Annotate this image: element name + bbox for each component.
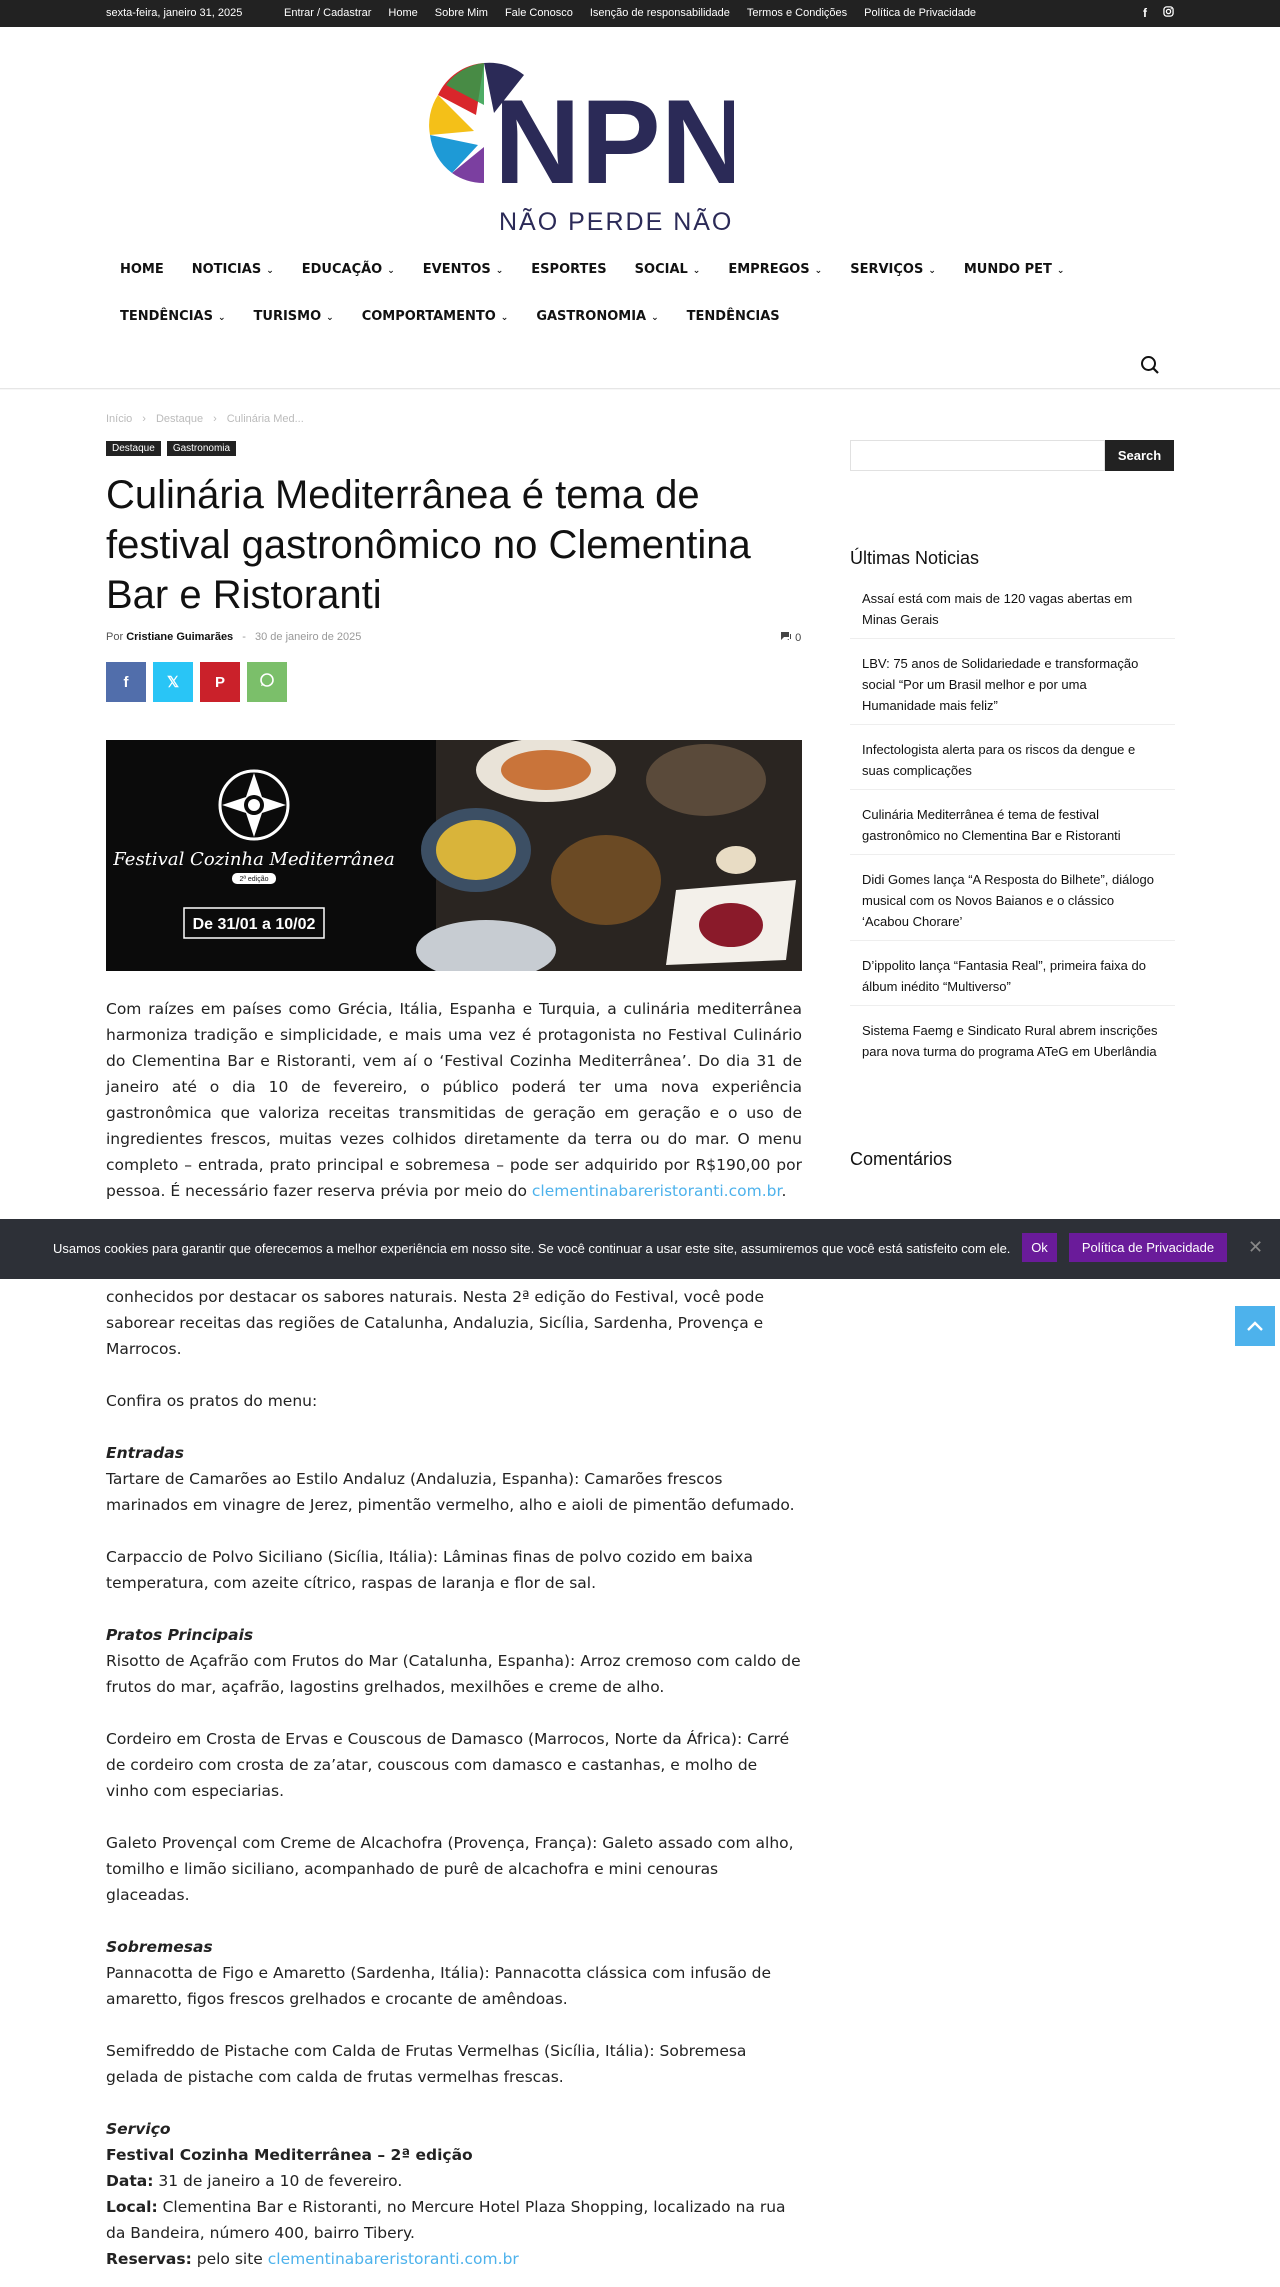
publish-date: 30 de janeiro de 2025 [254,631,362,643]
article-hero-image [106,740,802,971]
reservation-site-link[interactable]: clementinabareristoranti.com.br [267,2250,519,2268]
menu-item: Cordeiro em Crosta de Ervas e Couscous de Damasco (Marrocos, Norte da África): Carré de cordeiro com crosta de za’atar, couscous com damasco e castanhas, e molho de vinho com especiarias. [106,1730,790,1800]
nav-comportamento[interactable]: COMPORTAMENTO ⌄ [361,309,509,324]
main-nav-row-1 [106,260,1078,280]
top-links [284,7,976,19]
comments-widget-title: Comentários [850,1149,953,1169]
nav-empregos[interactable]: EMPREGOS ⌄ [728,262,823,277]
chevron-down-icon: ⌄ [692,266,701,276]
service-location: Local: Clementina Bar e Ristoranti, no Mercure Hotel Plaza Shopping, localizado na rua da Bandeira, número 400, bairro Tibery. [106,2198,786,2242]
hero-festival-name: Festival Cozinha Mediterrânea [113,849,395,870]
nav-home[interactable]: HOME [120,262,164,277]
logo-tagline: NÃO PERDE NÃO [499,208,734,236]
top-link-about[interactable]: Sobre Mim [434,7,488,19]
breadcrumb-current: Culinária Med... [226,413,304,425]
breadcrumb [106,413,304,425]
menu-item: Risotto de Açafrão com Frutos do Mar (Catalunha, Espanha): Arroz cremoso com caldo de frutos do mar, açafrão, lagostins grelhados, mexilhões e creme de alho. [106,1652,801,1696]
share-buttons [106,662,287,702]
nav-servicos[interactable]: SERVIÇOS ⌄ [850,262,936,277]
top-link-terms[interactable]: Termos e Condições [746,7,848,19]
latest-news-title: Últimas Noticias [850,548,980,568]
instagram-icon[interactable] [1163,6,1174,20]
cookie-banner [0,1219,1280,1279]
scroll-to-top-button[interactable] [1235,1306,1275,1346]
chevron-down-icon: ⌄ [651,313,659,323]
chevron-down-icon: ⌄ [387,266,395,276]
comments-count[interactable]: 0 [780,631,801,644]
article-body [106,1284,802,2272]
chevron-up-icon [1246,1320,1264,1332]
category-tags [106,441,236,456]
current-date: sexta-feira, janeiro 31, 2025 [106,7,243,19]
nav-esportes[interactable]: ESPORTES [531,262,607,277]
menu-item: Carpaccio de Polvo Siciliano (Sicília, Itália): Lâminas finas de polvo cozido em baixa temperatura, com azeite cítrico, raspas de laranja e flor de sal. [106,1548,754,1592]
facebook-icon: f [123,673,129,691]
latest-news-item[interactable]: D’ippolito lança “Fantasia Real”, primeira faixa do álbum inédito “Multiverso” [850,951,1175,1006]
top-bar [0,0,1280,27]
breadcrumb-destaque[interactable]: Destaque [155,413,204,425]
pinterest-icon: P [214,673,225,691]
top-link-disclaimer[interactable]: Isenção de responsabilidade [589,7,730,19]
comment-icon [780,632,795,644]
close-icon[interactable]: ✕ [1248,1237,1264,1257]
breadcrumb-separator: › [142,413,146,425]
nav-educacao[interactable]: EDUCAÇÃO ⌄ [301,262,395,277]
top-link-privacy[interactable]: Política de Privacidade [864,7,977,19]
facebook-icon[interactable]: f [1143,6,1147,20]
nav-tendencias[interactable]: TENDÊNCIAS ⌄ [120,309,226,324]
chevron-down-icon: ⌄ [495,266,504,276]
by-label: Por [106,631,124,643]
chevron-down-icon: ⌄ [326,313,334,323]
menu-item: Tartare de Camarões ao Estilo Andaluz (Andaluzia, Espanha): Camarões frescos marinados em vinagre de Jerez, pimentão vermelho, alho e aioli de pimentão defumado. [106,1470,795,1514]
reservation-link[interactable]: clementinabareristoranti.com.br [531,1182,782,1200]
article-byline [106,631,361,643]
nav-tendencias-2[interactable]: TENDÊNCIAS [686,309,780,324]
share-whatsapp-button[interactable] [247,662,287,702]
nav-eventos[interactable]: EVENTOS ⌄ [422,262,504,277]
chevron-down-icon: ⌄ [266,266,274,276]
tag-destaque[interactable]: Destaque [106,441,161,456]
latest-news-item[interactable]: Sistema Faemg e Sindicato Rural abrem inscrições para nova turma do programa ATeG em Uberlândia [862,1023,1158,1059]
header-search-icon[interactable] [1140,355,1162,377]
share-pinterest-button[interactable] [200,662,240,702]
latest-news-item[interactable]: Infectologista alerta para os riscos da dengue e suas complicações [850,735,1175,790]
hero-edition: 2ª edição [239,876,269,883]
top-link-home[interactable]: Home [388,7,418,19]
tag-gastronomia[interactable]: Gastronomia [167,441,236,456]
hero-dates: De 31/01 a 10/02 [192,916,316,933]
latest-news-item[interactable]: LBV: 75 anos de Solidariedade e transformação social “Por um Brasil melhor e por uma Humanidade mais feliz” [850,649,1175,725]
sidebar-search-input[interactable] [850,440,1105,471]
latest-news-item[interactable]: Culinária Mediterrânea é tema de festival gastronômico no Clementina Bar e Ristoranti [850,800,1175,855]
latest-news-list [850,584,1175,1080]
paragraph: conhecidos por destacar os sabores naturais. Nesta 2ª edição do Festival, você pode saborear receitas das regiões de Catalunha, Andaluzia, Sicília, Sardenha, Provença e Marrocos. [106,1288,764,1358]
chevron-down-icon: ⌄ [217,313,226,323]
section-entradas: Entradas [106,1444,184,1462]
section-sobremesas: Sobremesas [106,1938,213,1956]
share-facebook-button[interactable] [106,662,146,702]
svg-text:NPN: NPN [494,75,734,205]
cookie-message: Usamos cookies para garantir que oferecemos a melhor experiência em nosso site. Se você continuar a usar este site, assumiremos que você está satisfeito com ele. [53,1241,1011,1256]
section-pratos-principais: Pratos Principais [106,1626,254,1644]
share-x-button[interactable] [153,662,193,702]
chevron-down-icon: ⌄ [928,266,936,276]
npn-logo-mark [424,55,734,205]
cookie-privacy-button[interactable]: Política de Privacidade [1069,1233,1227,1262]
hero-illustration [106,740,802,971]
latest-news-item[interactable]: Didi Gomes lança “A Resposta do Bilhete”, diálogo musical com os Novos Baianos e o clássico ‘Acabou Chorare’ [850,865,1175,941]
byline-dash: - [242,631,246,643]
article-intro: Com raízes em países como Grécia, Itália, Espanha e Turquia, a culinária mediterrânea harmoniza tradição e simplicidade, e mais uma vez é protagonista no Festival Culinário do Clementina Bar e Ristoranti, vem aí o ‘Festival Cozinha Mediterrânea’. Do dia 31 de janeiro até o dia 10 de fevereiro, o público poderá ter uma nova experiência gastronômica que valoriza receitas transmitidas de geração em geração e o uso de ingredientes frescos, muitas vezes colhidos diretamente da terra ou do mar. O menu completo – entrada, prato principal e sobremesa – pode ser adquirido por R$190,00 por pessoa. É necessário fazer reserva prévia por meio do clementinabareristoranti.com.br. [106,1000,802,1200]
compass-rose-icon [220,771,288,839]
menu-item: Pannacotta de Figo e Amaretto (Sardenha, Itália): Pannacotta clássica com infusão de amaretto, figos frescos grelhados e crocante de amêndoas. [106,1964,772,2008]
chevron-down-icon: ⌄ [814,266,823,276]
service-event: Festival Cozinha Mediterrânea – 2ª edição [106,2146,473,2164]
chevron-down-icon: ⌄ [1056,266,1065,276]
breadcrumb-separator: › [213,413,217,425]
main-nav-row-2 [106,307,794,327]
author-link[interactable]: Cristiane Guimarães [126,631,234,643]
nav-social[interactable]: SOCIAL ⌄ [634,262,701,277]
service-date: Data: 31 de janeiro a 10 de fevereiro. [106,2172,403,2190]
menu-intro: Confira os pratos do menu: [106,1392,318,1410]
breadcrumb-home[interactable]: Início [106,413,133,425]
social-links [1143,6,1174,20]
sidebar-search-button[interactable]: Search [1105,440,1174,471]
x-icon: 𝕏 [166,674,180,691]
nav-noticias[interactable]: NOTICIAS ⌄ [191,262,274,277]
whatsapp-icon [259,672,275,692]
article-title: Culinária Mediterrânea é tema de festival gastronômico no Clementina Bar e Ristoranti [106,473,751,617]
cookie-ok-button[interactable]: Ok [1022,1233,1057,1262]
header-divider [0,388,1280,390]
section-servico: Serviço [106,2120,171,2138]
nav-turismo[interactable]: TURISMO ⌄ [253,309,334,324]
nav-mundo-pet[interactable]: MUNDO PET ⌄ [963,262,1065,277]
menu-item: Semifreddo de Pistache com Calda de Frutas Vermelhas (Sicília, Itália): Sobremesa gelada de pistache com calda de frutas vermelhas frescas. [106,2042,747,2086]
nav-gastronomia[interactable]: GASTRONOMIA ⌄ [536,309,659,324]
menu-item: Galeto Provençal com Creme de Alcachofra (Provença, França): Galeto assado com alho, tomilho e limão siciliano, acompanhado de purê de alcachofra e mini cenouras glaceadas. [106,1834,794,1904]
top-link-login[interactable]: Entrar / Cadastrar [284,7,372,19]
service-reservations: Reservas: pelo site clementinabareristoranti.com.br [106,2250,519,2268]
latest-news-item[interactable]: Assaí está com mais de 120 vagas abertas em Minas Gerais [850,584,1175,639]
site-logo[interactable] [424,55,734,235]
chevron-down-icon: ⌄ [500,313,509,323]
top-link-contact[interactable]: Fale Conosco [504,7,573,19]
